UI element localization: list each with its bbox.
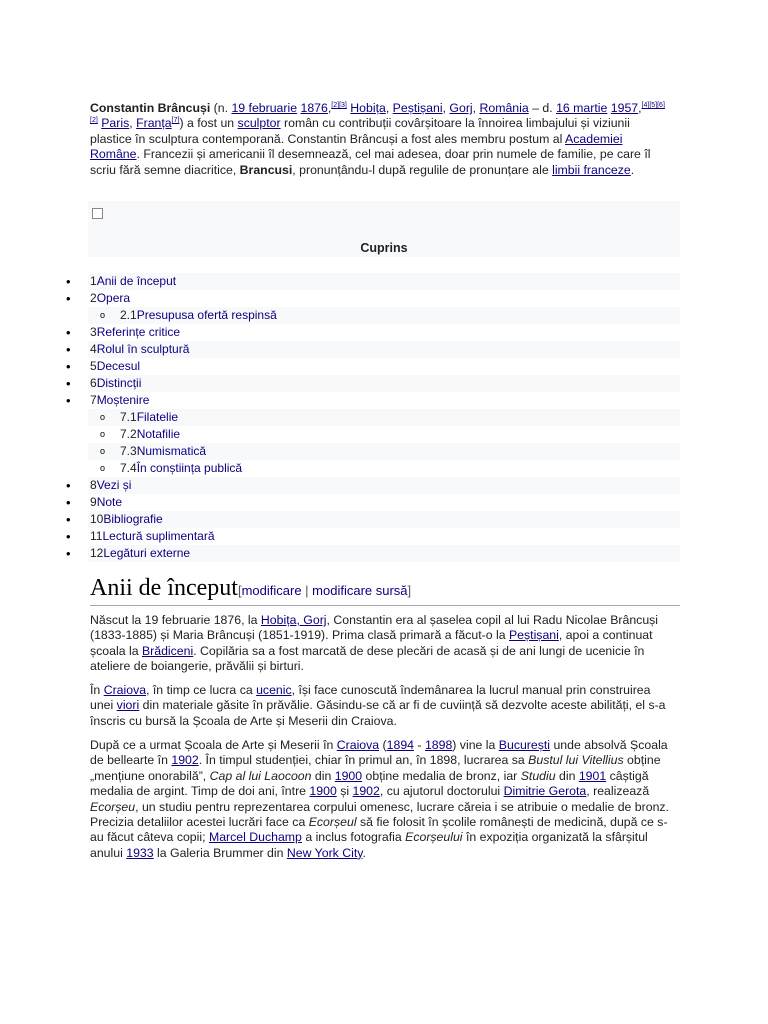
bullet-icon: • bbox=[66, 359, 71, 374]
link-romania[interactable]: România bbox=[479, 101, 529, 115]
toc-item[interactable] bbox=[0, 358, 680, 375]
text: din bbox=[311, 768, 335, 783]
link-death-date[interactable]: 16 martie bbox=[556, 101, 608, 115]
text: Născut la 19 februarie 1876, la bbox=[90, 613, 261, 627]
toc-item[interactable] bbox=[66, 341, 680, 358]
link-death-year[interactable]: 1957 bbox=[610, 101, 639, 115]
text: . În timpul studenției, chiar în primul an, în 1898, lucrarea sa bbox=[198, 753, 529, 768]
toc-link[interactable]: Rolul în sculptură bbox=[96, 342, 190, 356]
link-limbii-franceze[interactable]: limbii franceze bbox=[552, 162, 631, 177]
link-bradiceni[interactable]: Brădiceni bbox=[141, 643, 194, 658]
toc-link[interactable]: Bibliografie bbox=[103, 512, 163, 526]
italic-title: Ecorșeul bbox=[308, 815, 357, 830]
link-craiova[interactable]: Craiova bbox=[103, 683, 147, 697]
link-ucenic[interactable]: ucenic bbox=[256, 683, 292, 697]
toc-link[interactable]: Presupusa ofertă respinsă bbox=[136, 308, 277, 322]
text: , cu ajutorul doctorului bbox=[379, 784, 504, 799]
toc-link[interactable]: Numismatică bbox=[136, 444, 207, 458]
text: , pronunțându-l după regulile de pronunțare ale bbox=[292, 162, 553, 177]
sub-bullet-icon: o bbox=[100, 429, 106, 439]
link-marcel-duchamp[interactable]: Marcel Duchamp bbox=[208, 830, 302, 845]
toc-item[interactable] bbox=[66, 477, 680, 494]
link-hobita[interactable]: Hobița bbox=[350, 101, 386, 115]
italic-title: Ecorșeului bbox=[405, 830, 463, 845]
link-bucuresti[interactable]: București bbox=[498, 738, 551, 752]
toc-header-box bbox=[88, 201, 680, 257]
text: din materiale găsite în prăvălie. Găsindu-se că ar fi de cuviință să dezvolte aceste abilități, el s-a înscris cu bursă la Școala de Arte și Meserii din Craiova. bbox=[90, 698, 666, 728]
link-hobita-gorj[interactable]: Hobița, Gorj bbox=[260, 613, 327, 627]
toc-item[interactable] bbox=[88, 443, 680, 460]
sub-bullet-icon: o bbox=[100, 310, 106, 320]
link-1902[interactable]: 1902 bbox=[352, 784, 380, 799]
bullet-icon: • bbox=[66, 393, 71, 408]
toc-number: 5 bbox=[90, 359, 97, 373]
toc-link[interactable]: Legături externe bbox=[103, 546, 191, 560]
toc-link[interactable]: Note bbox=[96, 495, 123, 509]
toc-list bbox=[0, 273, 680, 562]
link-franta[interactable]: Franța bbox=[136, 116, 172, 131]
toc-item[interactable] bbox=[0, 494, 680, 511]
toc-link[interactable]: Referințe critice bbox=[96, 325, 181, 339]
bold-brancusi: Brancusi bbox=[239, 162, 293, 177]
link-academiei-romane[interactable]: Academiei Române bbox=[90, 131, 623, 162]
sub-bullet-icon: o bbox=[100, 463, 106, 473]
sub-bullet-icon: o bbox=[100, 412, 106, 422]
text: , apoi a continuat școala la bbox=[90, 628, 653, 658]
text: , realizează bbox=[586, 784, 650, 799]
paragraph-3 bbox=[90, 738, 670, 861]
italic-title: Studiu bbox=[520, 768, 556, 783]
text: ( bbox=[379, 738, 387, 752]
text: din bbox=[555, 768, 579, 783]
toc-item[interactable] bbox=[0, 528, 680, 545]
link-dimitrie-gerota[interactable]: Dimitrie Gerota bbox=[503, 784, 587, 799]
footnote-link[interactable]: [2][3] bbox=[331, 101, 347, 109]
toc-link[interactable]: Filatelie bbox=[136, 410, 179, 424]
toc-item[interactable] bbox=[0, 324, 680, 341]
separator: | bbox=[301, 583, 313, 598]
bullet-icon: • bbox=[66, 495, 71, 510]
text: . Francezii și americanii îl desemnează, cel mai adesea, doar prin numele de familie, pe care îl scriu fără semne diacritice, bbox=[90, 147, 651, 177]
text: la Galeria Brummer din bbox=[153, 845, 287, 860]
bullet-icon: • bbox=[66, 376, 71, 391]
toc-number: 6 bbox=[90, 376, 97, 390]
text: În bbox=[90, 683, 104, 697]
toc-number: 11 bbox=[90, 529, 103, 543]
toc-number: 3 bbox=[90, 325, 97, 339]
text: ) a fost un bbox=[179, 116, 238, 131]
toc-item[interactable] bbox=[88, 307, 680, 324]
text: . bbox=[630, 162, 635, 177]
text: - bbox=[414, 738, 425, 752]
toc-number: 9 bbox=[90, 495, 97, 509]
toc-toggle-checkbox[interactable] bbox=[92, 208, 103, 219]
link-birth-year[interactable]: 1876 bbox=[300, 101, 328, 115]
text: (n. bbox=[210, 101, 232, 115]
toc-link[interactable]: Opera bbox=[96, 291, 131, 305]
text: , un studiu pentru reprezentarea corpului omenesc, lucrare căreia i se atribuie o medalie de bronz. Precizia detaliilor acestei lucrări face ca bbox=[90, 799, 669, 830]
link-1902[interactable]: 1902 bbox=[171, 753, 199, 768]
toc-link[interactable]: Lectură suplimentară bbox=[102, 529, 215, 543]
text: obține „mențiune onorabilă”, bbox=[90, 753, 661, 783]
sub-bullet-icon: o bbox=[100, 446, 106, 456]
paragraph-2 bbox=[90, 683, 670, 729]
link-sculptor[interactable]: sculptor bbox=[237, 116, 281, 131]
link-new-york-city[interactable]: New York City bbox=[286, 845, 363, 860]
toc-number: 12 bbox=[90, 546, 104, 560]
toc-link[interactable]: Vezi și bbox=[96, 478, 132, 492]
toc-link[interactable]: În conștiința publică bbox=[136, 461, 243, 475]
toc-item[interactable] bbox=[66, 545, 680, 562]
toc-title: Cuprins bbox=[360, 241, 408, 255]
toc-link[interactable]: Decesul bbox=[96, 359, 141, 373]
link-1894[interactable]: 1894 bbox=[386, 738, 414, 752]
link-pestisani[interactable]: Peștișani bbox=[508, 628, 559, 643]
text: în expoziția organizată la sfârșitul anului bbox=[90, 830, 648, 860]
bracket-close: ] bbox=[407, 583, 412, 598]
footnote-link[interactable]: [4][5][6][2] bbox=[90, 101, 665, 125]
bullet-icon: • bbox=[66, 546, 71, 561]
text: , bbox=[638, 101, 642, 115]
edit-links bbox=[238, 583, 411, 598]
text: , bbox=[385, 101, 393, 115]
text: , Constantin era al șaselea copil al lui Radu Nicolae Brâncuși (1833-1885) și Maria Brâncuși (1851-1919). Prima clasă primară a făcut-o la bbox=[90, 613, 659, 643]
bullet-icon: • bbox=[66, 512, 71, 527]
italic-title: Bustul lui Vitellius bbox=[528, 753, 624, 768]
link-gorj[interactable]: Gorj bbox=[449, 101, 473, 115]
edit-link[interactable]: modificare bbox=[241, 583, 302, 598]
text: . bbox=[362, 845, 366, 860]
toc-number: 7.4 bbox=[120, 461, 137, 475]
article-subject: Constantin Brâncuși bbox=[90, 101, 211, 115]
link-birth-date[interactable]: 19 februarie bbox=[231, 101, 298, 115]
footnote-link[interactable]: [7] bbox=[171, 117, 180, 125]
toc-link[interactable]: Anii de început bbox=[96, 274, 177, 288]
text: , bbox=[327, 101, 332, 115]
bracket-open: [ bbox=[237, 583, 242, 598]
toc-number: 2.1 bbox=[120, 308, 137, 322]
toc-item[interactable] bbox=[66, 273, 680, 290]
text: , în timp ce lucra ca bbox=[146, 683, 257, 697]
toc-link[interactable]: Distincții bbox=[96, 376, 142, 390]
footnote-ref[interactable] bbox=[331, 102, 347, 109]
link-1900[interactable]: 1900 bbox=[309, 784, 337, 799]
text: , bbox=[442, 101, 450, 115]
toc-item[interactable] bbox=[88, 409, 680, 426]
text: să fie folosit în școlile românești de medicină, după ce s-au făcut câteva copii; bbox=[90, 815, 668, 845]
toc-item[interactable] bbox=[0, 290, 680, 307]
section-heading bbox=[90, 575, 680, 606]
text: a inclus fotografia bbox=[301, 830, 406, 845]
toc-item[interactable] bbox=[66, 511, 680, 528]
text: unde absolvă Școala de bellearte în bbox=[90, 738, 668, 768]
text: și bbox=[336, 784, 353, 799]
bullet-icon: • bbox=[66, 325, 71, 340]
link-craiova[interactable]: Craiova bbox=[336, 738, 380, 752]
bullet-icon: • bbox=[66, 274, 71, 289]
toc-number: 1 bbox=[90, 274, 97, 288]
text: , își face cunoscută îndemânarea la lucrul manual prin construirea unei bbox=[90, 683, 651, 713]
text: român cu contribuții covârșitoare la înnoirea limbajului și viziunii plastice în sculptura contemporană. Constantin Brâncuși a fost ales membru postum al bbox=[90, 116, 630, 146]
text: . Copilăria sa a fost marcată de dese plecări de acasă și de ani lungi de ucenicie în ateliere de boiangerie, prăvălii și birturi. bbox=[90, 643, 645, 674]
toc-number: 10 bbox=[90, 512, 104, 526]
link-pestisani[interactable]: Peștișani bbox=[392, 101, 443, 115]
italic-title: Ecorșeu bbox=[90, 799, 136, 814]
toc-number: 4 bbox=[90, 342, 97, 356]
toc-link[interactable]: Moștenire bbox=[96, 393, 150, 407]
bullet-icon: • bbox=[66, 342, 71, 357]
text: câștigă medalia de argint. Timp de doi ani, între bbox=[90, 768, 649, 799]
toc-item[interactable] bbox=[66, 375, 680, 392]
toc-item[interactable] bbox=[0, 460, 680, 477]
text: , bbox=[472, 101, 480, 115]
bullet-icon: • bbox=[66, 291, 71, 306]
toc-item[interactable] bbox=[0, 392, 680, 409]
text: După ce a urmat Școala de Arte și Meserii în bbox=[90, 738, 337, 752]
text: obține medalia de bronz, iar bbox=[362, 768, 521, 783]
link-1900[interactable]: 1900 bbox=[334, 768, 363, 783]
paragraph-1 bbox=[90, 613, 670, 675]
toc-number: 7.2 bbox=[120, 427, 137, 441]
toc-number: 8 bbox=[90, 478, 97, 492]
toc-number: 7.1 bbox=[120, 410, 137, 424]
link-viori[interactable]: viori bbox=[116, 698, 140, 713]
text: – d. bbox=[528, 101, 557, 115]
toc-number: 7 bbox=[90, 393, 97, 407]
toc-link[interactable]: Notafilie bbox=[136, 427, 181, 441]
bullet-icon: • bbox=[66, 478, 71, 493]
intro-paragraph bbox=[90, 101, 670, 178]
link-1898[interactable]: 1898 bbox=[424, 738, 453, 752]
toc-number: 2 bbox=[90, 291, 97, 305]
text: ) vine la bbox=[452, 738, 499, 752]
link-paris[interactable]: Paris bbox=[101, 116, 130, 131]
section-title: Anii de început bbox=[90, 575, 238, 601]
text: , bbox=[129, 116, 137, 131]
italic-title: Cap al lui Laocoon bbox=[209, 768, 312, 783]
toc-number: 7.3 bbox=[120, 444, 137, 458]
link-1933[interactable]: 1933 bbox=[126, 845, 154, 860]
toc-item[interactable] bbox=[0, 426, 680, 443]
edit-source-link[interactable]: modificare sursă bbox=[312, 583, 408, 598]
bullet-icon: • bbox=[66, 529, 71, 544]
link-1901[interactable]: 1901 bbox=[578, 768, 607, 783]
